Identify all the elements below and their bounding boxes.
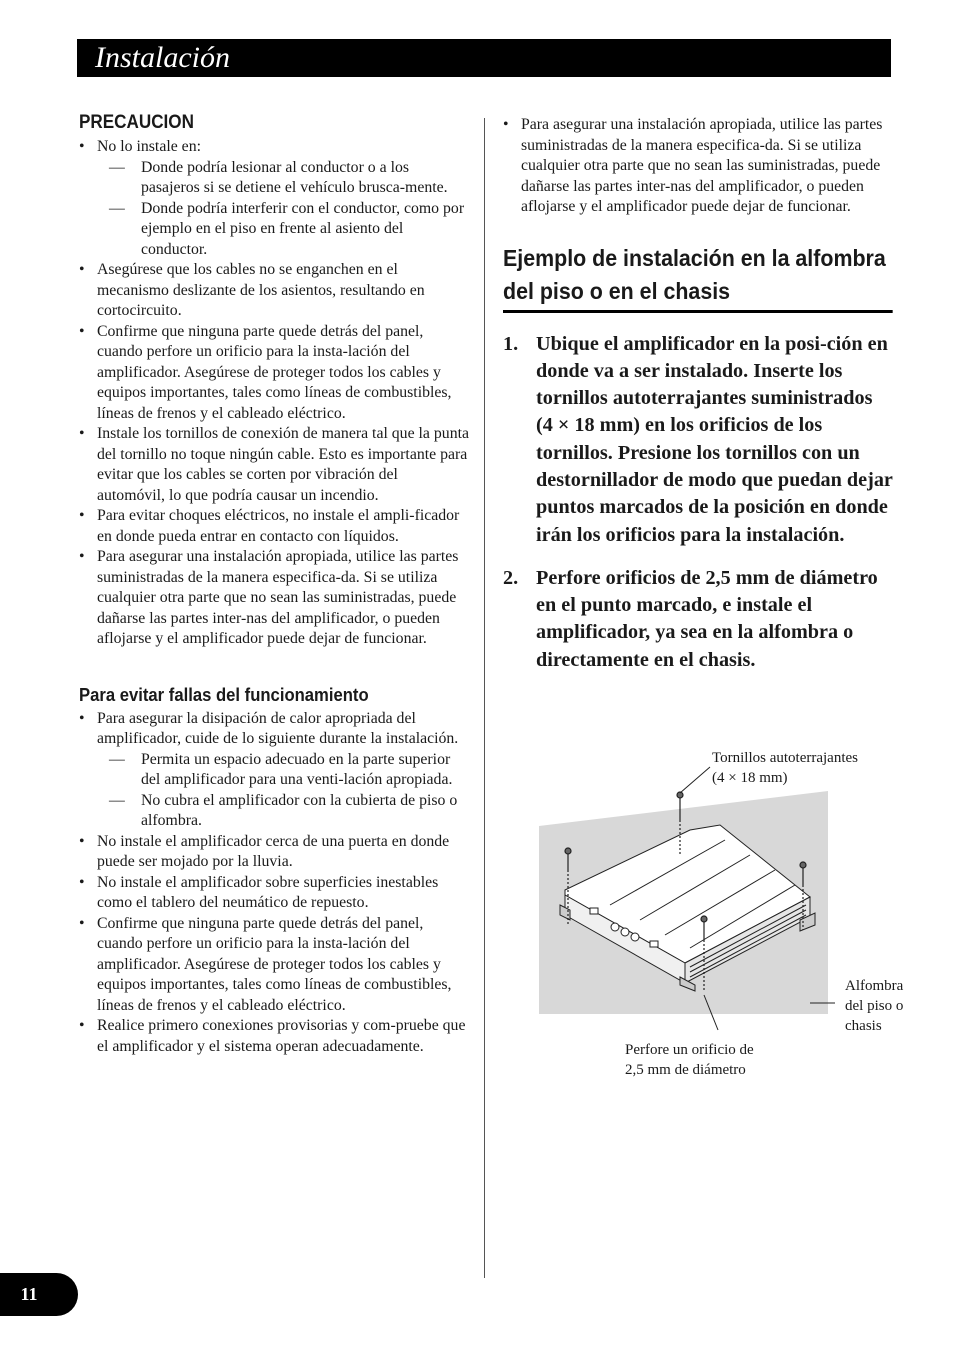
list-item: • Confirme que ninguna parte quede detrás del panel, cuando perfore un orificio para la insta-lación del amplificador. Asegúrese de proteger todos los cables y equipos importantes, tales como líneas de combustibles, líneas de frenos y el cableado eléctrico. — [79, 322, 469, 425]
list-item: • No instale el amplificador sobre superficies inestables como el tablero del neumático de repuesto. — [79, 873, 469, 914]
step-text: Perfore orificios de 2,5 mm de diámetro en el punto marcado, e instale el amplificador, ya sea en la alfombra o directamente en el chasis. — [536, 566, 878, 671]
list-item: • Instale los tornillos de conexión de manera tal que la punta del tornillo no toque ningún cable. Esto es importante para evitar que los cables se corten por vibración del automóvil, lo que podría causar un incendio. — [79, 424, 469, 506]
sub-item-text: No cubra el amplificador con la cubierta de piso o alfombra. — [141, 791, 458, 829]
floor-label — [845, 976, 903, 1036]
screws-label — [712, 748, 858, 788]
floor-label-line: del piso o — [845, 998, 904, 1014]
amplifier-illustration — [530, 745, 930, 1090]
leader-line — [680, 767, 710, 793]
precaucion-heading: PRECAUCION — [79, 112, 194, 133]
right-column — [503, 112, 893, 690]
sub-item: — Permita un espacio adecuado en la parte superior del amplificador para una venti-lación apropiada. — [109, 750, 453, 788]
precaucion-list — [79, 137, 469, 650]
step-number: 1. — [503, 332, 519, 355]
list-item — [79, 137, 469, 260]
step-item — [503, 331, 893, 549]
page-number: 11 — [0, 1273, 78, 1316]
page-title: Instalación — [95, 41, 230, 74]
list-item-text: Para asegurar la disipación de calor apropriada del amplificador, cuide de lo siguiente durante la instalación. — [97, 709, 459, 747]
drill-label — [625, 1040, 754, 1080]
sub-item: — Donde podría interferir con el conductor, como por ejemplo en el piso en frente al asiento del conductor. — [109, 199, 465, 258]
fallas-list — [79, 709, 469, 1058]
section-heading: Ejemplo de instalación en la alfombra del piso o en el chasis — [503, 242, 893, 313]
column-divider — [484, 118, 485, 1278]
list-item: • Asegúrese que los cables no se enganchen en el mecanismo deslizante de los asientos, resultando en cortocircuito. — [79, 260, 469, 322]
list-item: • No instale el amplificador cerca de una puerta en donde puede ser mojado por la lluvia. — [79, 832, 469, 873]
drill-label-line: Perfore un orificio de — [625, 1042, 754, 1058]
list-item: • Para asegurar una instalación apropiada, utilice las partes suministradas de la manera especifica-da. Si se utiliza cualquier otra parte que no sean las suministradas, puede dañarse las partes inter-nas del amplificador, o pueden aflojarse y el amplificador puede dejar de funcionar. — [503, 115, 893, 218]
left-column — [79, 112, 469, 1057]
floor-label-line: Alfombra — [845, 978, 904, 994]
list-item: • Para evitar choques eléctricos, no instale el ampli-ficador en donde pueda entrar en contacto con líquidos. — [79, 506, 469, 547]
steps-list — [503, 331, 893, 675]
sub-item-text: Donde podría interferir con el conductor, como por ejemplo en el piso en frente al asiento del conductor. — [141, 199, 465, 258]
step-number: 2. — [503, 566, 519, 589]
installation-figure — [530, 745, 930, 1090]
sub-item-text: Donde podría lesionar al conductor o a los pasajeros si se detiene el vehículo brusca-mente. — [141, 158, 448, 196]
sub-item-text: Permita un espacio adecuado en la parte superior del amplificador para una venti-lación apropiada. — [141, 750, 453, 788]
fallas-heading: Para evitar fallas del funcionamiento — [79, 683, 369, 705]
list-item: • Confirme que ninguna parte quede detrás del panel, cuando perfore un orificio para la insta-lación del amplificador. Asegúrese de proteger todos los cables y equipos importantes, tales como líneas de combustibles, líneas de frenos y el cableado eléctrico. — [79, 914, 469, 1017]
step-item — [503, 565, 893, 674]
list-item-text: No lo instale en: — [97, 138, 201, 155]
list-item: • Para asegurar una instalación apropiada, utilice las partes suministradas de la manera especifica-da. Si se utiliza cualquier otra parte que no sean las suministradas, puede dañarse las partes inter-nas del amplificador, o pueden aflojarse y el amplificador puede dejar de funcionar. — [79, 547, 469, 650]
sub-item: — No cubra el amplificador con la cubierta de piso o alfombra. — [109, 791, 458, 829]
list-item: • Realice primero conexiones provisorias y com-pruebe que el amplificador y el sistema operan adecuadamente. — [79, 1016, 469, 1057]
screws-label-line: (4 × 18 mm) — [712, 770, 788, 786]
drill-label-line: 2,5 mm de diámetro — [625, 1062, 746, 1078]
screws-label-line: Tornillos autoterrajantes — [712, 750, 858, 766]
list-item — [79, 709, 469, 832]
floor-label-line: chasis — [845, 1018, 882, 1034]
header-bar — [77, 39, 891, 77]
step-text: Ubique el amplificador en la posi-ción en donde va a ser instalado. Inserte los tornillos autoterrajantes suministrados (4 × 18 mm) en los orificios de los tornillos. Presione los tornillos con un destornillador de modo que puedan dejar puntos marcados de la posición en donde irán los orificios para la instalación. — [536, 332, 893, 546]
sub-item: — Donde podría lesionar al conductor o a los pasajeros si se detiene el vehículo brusca-mente. — [109, 158, 448, 196]
intro-list — [503, 115, 893, 218]
